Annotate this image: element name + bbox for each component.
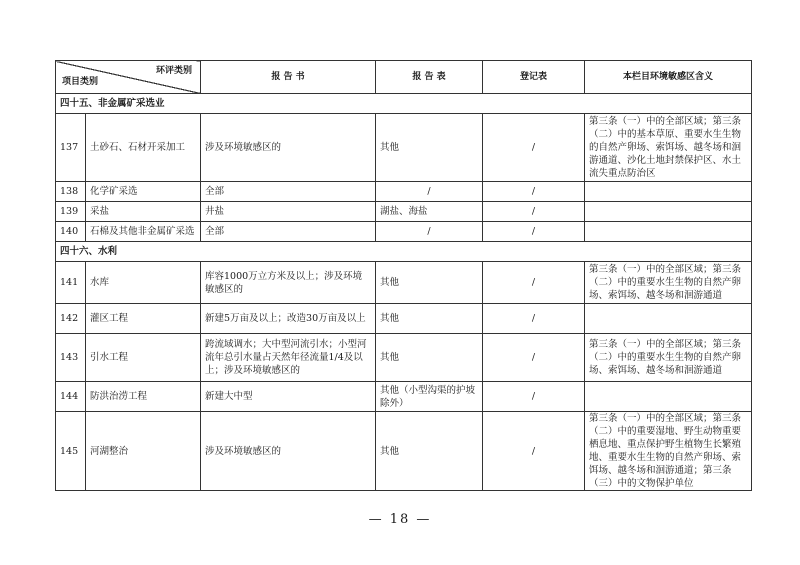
- registration-cell: /: [483, 412, 585, 491]
- project-name: 河湖整治: [86, 412, 201, 491]
- header-row: [56, 61, 752, 94]
- project-name: 土砂石、石材开采加工: [86, 114, 201, 182]
- table-row: [56, 412, 752, 491]
- report-book-header: 报 告 书: [201, 61, 376, 94]
- registration-cell: /: [483, 262, 585, 304]
- registration-cell: /: [483, 382, 585, 412]
- registration-cell: /: [483, 114, 585, 182]
- row-number: 137: [56, 114, 86, 182]
- section-row: [56, 94, 752, 114]
- report-book-cell: 井盐: [201, 202, 376, 222]
- project-name: 化学矿采选: [86, 182, 201, 202]
- report-form-cell: /: [376, 222, 483, 242]
- report-book-cell: 涉及环境敏感区的: [201, 114, 376, 182]
- report-book-cell: 新建大中型: [201, 382, 376, 412]
- table-row: [56, 304, 752, 334]
- project-name: 引水工程: [86, 334, 201, 382]
- sensitive-meaning-cell: 第三条（一）中的全部区域；第三条（二）中的重要湿地、野生动物重要栖息地、重点保护野生植物生长繁殖地、重要水生生物的自然产卵场、索饵场、越冬场和洄游通道；第三条（三）中的文物保护单位: [585, 412, 752, 491]
- table-row: [56, 182, 752, 202]
- table-row: [56, 334, 752, 382]
- row-number: 145: [56, 412, 86, 491]
- project-name: 采盐: [86, 202, 201, 222]
- table-row: [56, 222, 752, 242]
- report-form-header: 报 告 表: [376, 61, 483, 94]
- row-number: 140: [56, 222, 86, 242]
- registration-cell: /: [483, 334, 585, 382]
- row-number: 143: [56, 334, 86, 382]
- classification-table: [55, 60, 752, 491]
- table-row: [56, 202, 752, 222]
- sensitive-meaning-cell: [585, 382, 752, 412]
- report-book-cell: 库容1000万立方米及以上；涉及环境敏感区的: [201, 262, 376, 304]
- report-form-cell: 湖盐、海盐: [376, 202, 483, 222]
- report-form-cell: 其他: [376, 114, 483, 182]
- report-book-cell: 涉及环境敏感区的: [201, 412, 376, 491]
- row-number: 141: [56, 262, 86, 304]
- project-name: 灌区工程: [86, 304, 201, 334]
- sensitive-meaning-cell: [585, 202, 752, 222]
- report-book-cell: 跨流域调水；大中型河流引水；小型河流年总引水量占天然年径流量1/4及以上；涉及环境敏感区的: [201, 334, 376, 382]
- project-category-label: 项目类别: [62, 77, 99, 87]
- table-row: [56, 382, 752, 412]
- table-row: [56, 262, 752, 304]
- registration-cell: /: [483, 202, 585, 222]
- sensitive-meaning-cell: [585, 304, 752, 334]
- sensitive-meaning-header: 本栏目环境敏感区含义: [585, 61, 752, 94]
- row-number: 142: [56, 304, 86, 334]
- project-name: 石棉及其他非金属矿采选: [86, 222, 201, 242]
- section-title: 四十六、水利: [56, 242, 752, 262]
- project-name: 防洪治涝工程: [86, 382, 201, 412]
- report-form-cell: 其他（小型沟渠的护坡除外）: [376, 382, 483, 412]
- report-form-cell: /: [376, 182, 483, 202]
- sensitive-meaning-cell: [585, 222, 752, 242]
- row-number: 138: [56, 182, 86, 202]
- report-form-cell: 其他: [376, 334, 483, 382]
- sensitive-meaning-cell: 第三条（一）中的全部区域；第三条（二）中的基本草原、重要水生生物的自然产卵场、索饵场、越冬场和洄游通道、沙化土地封禁保护区、水土流失重点防治区: [585, 114, 752, 182]
- eia-category-label: 环评类别: [155, 66, 192, 76]
- report-book-cell: 全部: [201, 182, 376, 202]
- section-title: 四十五、非金属矿采选业: [56, 94, 752, 114]
- registration-cell: /: [483, 304, 585, 334]
- row-number: 144: [56, 382, 86, 412]
- registration-cell: /: [483, 182, 585, 202]
- report-form-cell: 其他: [376, 262, 483, 304]
- sensitive-meaning-cell: 第三条（一）中的全部区域；第三条（二）中的重要水生生物的自然产卵场、索饵场、越冬场和洄游通道: [585, 262, 752, 304]
- registration-cell: /: [483, 222, 585, 242]
- row-number: 139: [56, 202, 86, 222]
- table-row: [56, 114, 752, 182]
- report-form-cell: 其他: [376, 412, 483, 491]
- registration-header: 登记表: [483, 61, 585, 94]
- project-name: 水库: [86, 262, 201, 304]
- section-row: [56, 242, 752, 262]
- diagonal-header-cell: [56, 61, 201, 94]
- sensitive-meaning-cell: 第三条（一）中的全部区域；第三条（二）中的重要水生生物的自然产卵场、索饵场、越冬场和洄游通道: [585, 334, 752, 382]
- report-form-cell: 其他: [376, 304, 483, 334]
- report-book-cell: 新建5万亩及以上；改造30万亩及以上: [201, 304, 376, 334]
- sensitive-meaning-cell: [585, 182, 752, 202]
- report-book-cell: 全部: [201, 222, 376, 242]
- page-number: — 18 —: [368, 512, 432, 527]
